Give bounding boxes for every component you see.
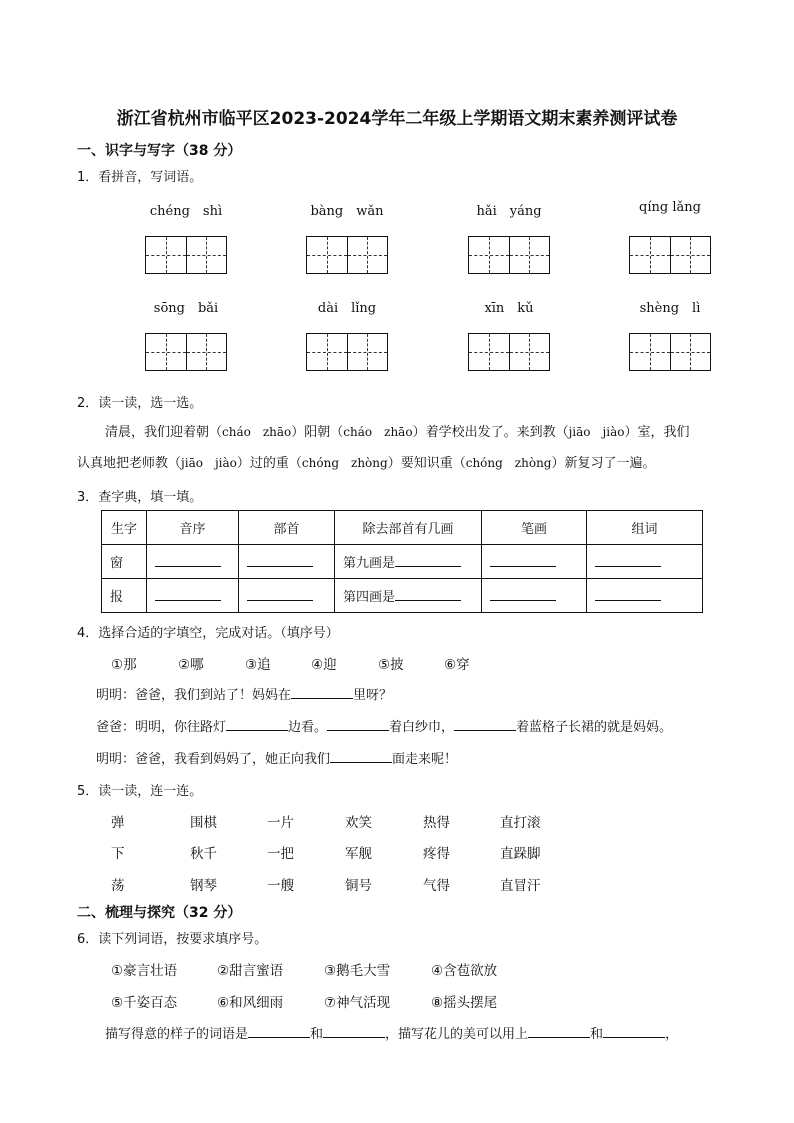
- prompt-text: 描写得意的样子的词语是: [105, 1027, 249, 1042]
- match-word[interactable]: 弹: [111, 815, 125, 831]
- answer-blank[interactable]: [454, 716, 516, 731]
- option-5: ⑤披: [378, 657, 404, 673]
- answer-cell[interactable]: [587, 545, 703, 579]
- answer-cell[interactable]: [147, 545, 239, 579]
- match-word[interactable]: 围棋: [190, 815, 217, 831]
- q2-text: 认真地把老师教（: [77, 456, 182, 471]
- pinyin-2: bàng wǎn: [310, 204, 384, 219]
- prompt-text: ，描写花儿的美可以用上: [385, 1027, 529, 1042]
- answer-blank[interactable]: [226, 716, 288, 731]
- dialogue-text: 明明：爸爸，我们到站了！妈妈在: [96, 688, 292, 703]
- answer-blank[interactable]: [248, 1023, 310, 1038]
- writing-grid-5[interactable]: [145, 333, 227, 371]
- idiom-option: ①豪言壮语: [111, 963, 178, 979]
- question-5-label: 5．读一读，连一连。: [77, 784, 203, 799]
- match-word[interactable]: 一艘: [267, 878, 294, 894]
- q2-text: ）过的重（: [236, 456, 302, 471]
- match-word[interactable]: 荡: [111, 878, 125, 894]
- match-word[interactable]: 下: [111, 846, 125, 862]
- writing-grid-6[interactable]: [306, 333, 388, 371]
- writing-grid-7[interactable]: [468, 333, 550, 371]
- idiom-option: ⑤千姿百态: [111, 995, 178, 1011]
- match-word[interactable]: 直打滚: [500, 815, 541, 831]
- dialogue-text: 着蓝格子长裙的就是妈妈。: [516, 720, 673, 735]
- match-word[interactable]: 欢笑: [345, 815, 372, 831]
- q2-text: ）室，我们: [624, 425, 690, 440]
- pinyin-7: xīn kǔ: [484, 301, 534, 316]
- match-word[interactable]: 直跺脚: [500, 846, 541, 862]
- pinyin-8: shèng lì: [639, 301, 701, 316]
- dialogue-text: 边看。: [288, 720, 328, 735]
- table-row: [102, 579, 703, 613]
- option-4: ④迎: [311, 657, 337, 673]
- match-word[interactable]: 疼得: [423, 846, 450, 862]
- header-cell: 部首: [239, 511, 335, 545]
- idiom-option: ③鹅毛大雪: [324, 963, 391, 979]
- idiom-option: ②甜言蜜语: [217, 963, 284, 979]
- q2-pinyin-choice[interactable]: cháo zhāo: [222, 425, 292, 439]
- char-cell: 窗: [102, 545, 147, 579]
- match-word[interactable]: 一把: [267, 846, 294, 862]
- answer-blank[interactable]: [323, 1023, 385, 1038]
- q2-pinyin-choice[interactable]: chóng zhòng: [301, 456, 388, 470]
- idiom-option: ⑥和风细雨: [217, 995, 284, 1011]
- q2-pinyin-choice[interactable]: cháo zhāo: [343, 425, 413, 439]
- header-cell: 音序: [147, 511, 239, 545]
- match-word[interactable]: 秋千: [190, 846, 217, 862]
- q2-pinyin-choice[interactable]: jiāo jiào: [181, 456, 237, 470]
- q2-text: ）要知识重（: [387, 456, 466, 471]
- option-3: ③追: [245, 657, 271, 673]
- q2-text: 清晨，我们迎着朝（: [105, 425, 223, 440]
- q2-text: ）新复习了一遍。: [551, 456, 656, 471]
- question-6-prompt: [105, 1023, 678, 1045]
- option-2: ②哪: [178, 657, 204, 673]
- idiom-option: ⑧摇头摆尾: [431, 995, 498, 1011]
- pinyin-1: chéng shì: [149, 204, 223, 219]
- match-word[interactable]: 热得: [423, 815, 450, 831]
- pinyin-4: qíng lǎng: [639, 200, 701, 215]
- q2-text: ）着学校出发了。来到教（: [412, 425, 569, 440]
- option-1: ①那: [111, 657, 137, 673]
- writing-grid-1[interactable]: [145, 236, 227, 274]
- dictionary-table: [101, 510, 703, 613]
- char-cell: 报: [102, 579, 147, 613]
- header-cell: 生字: [102, 511, 147, 545]
- stroke-prefix: 第四画是: [343, 590, 396, 605]
- question-4-label: 4．选择合适的字填空，完成对话。（填序号）: [77, 626, 339, 641]
- question-3-label: 3．查字典，填一填。: [77, 490, 203, 505]
- answer-blank[interactable]: [330, 748, 392, 763]
- answer-cell[interactable]: [239, 579, 335, 613]
- dialogue-line-2: [96, 716, 672, 738]
- section-heading-2: 二、梳理与探究（32 分）: [77, 905, 242, 921]
- page-title: 浙江省杭州市临平区2023-2024学年二年级上学期语文期末素养测评试卷: [116, 109, 678, 129]
- dialogue-text: 着白纱巾，: [389, 720, 455, 735]
- dialogue-line-3: [96, 748, 457, 770]
- dialogue-text: 面走来呢！: [392, 752, 458, 767]
- pinyin-6: dài lǐng: [317, 301, 377, 316]
- question-2-line-1: [105, 422, 689, 443]
- prompt-text: ，: [665, 1027, 679, 1042]
- question-6-label: 6．读下列词语，按要求填序号。: [77, 932, 268, 947]
- q2-text: ）阳朝（: [291, 425, 344, 440]
- idiom-option: ⑦神气活现: [324, 995, 391, 1011]
- answer-blank[interactable]: [291, 684, 353, 699]
- answer-cell[interactable]: [482, 579, 587, 613]
- section-heading-1: 一、识字与写字（38 分）: [77, 143, 242, 159]
- header-cell: 笔画: [482, 511, 587, 545]
- dialogue-text: 明明：爸爸，我看到妈妈了，她正向我们: [96, 752, 331, 767]
- prompt-text: 和: [310, 1027, 324, 1042]
- dialogue-line-1: [96, 684, 392, 706]
- pinyin-5: sōng bǎi: [153, 301, 219, 316]
- match-word[interactable]: 气得: [423, 878, 450, 894]
- header-cell: 组词: [587, 511, 703, 545]
- match-word[interactable]: 铜号: [345, 878, 372, 894]
- table-header-row: [102, 511, 703, 545]
- match-word[interactable]: 军舰: [345, 846, 372, 862]
- answer-cell[interactable]: [335, 545, 482, 579]
- match-word[interactable]: 直冒汗: [500, 878, 541, 894]
- q2-pinyin-choice[interactable]: chóng zhòng: [465, 456, 552, 470]
- answer-cell[interactable]: [335, 579, 482, 613]
- table-row: [102, 545, 703, 579]
- answer-cell[interactable]: [482, 545, 587, 579]
- q2-pinyin-choice[interactable]: jiāo jiào: [568, 425, 625, 439]
- header-cell: 除去部首有几画: [335, 511, 482, 545]
- answer-cell[interactable]: [147, 579, 239, 613]
- question-2-label: 2．读一读，选一选。: [77, 396, 203, 411]
- idiom-option: ④含苞欲放: [431, 963, 498, 979]
- pinyin-3: hǎi yáng: [476, 204, 542, 219]
- match-word[interactable]: 钢琴: [190, 878, 217, 894]
- question-2-line-2: [77, 453, 656, 474]
- prompt-text: 和: [590, 1027, 604, 1042]
- answer-cell[interactable]: [239, 545, 335, 579]
- question-1-label: 1．看拼音，写词语。: [77, 170, 203, 185]
- answer-blank[interactable]: [603, 1023, 665, 1038]
- answer-blank[interactable]: [528, 1023, 590, 1038]
- answer-blank[interactable]: [327, 716, 389, 731]
- answer-cell[interactable]: [587, 579, 703, 613]
- stroke-prefix: 第九画是: [343, 556, 396, 571]
- writing-grid-2[interactable]: [306, 236, 388, 274]
- dialogue-text: 里呀？: [353, 688, 393, 703]
- dialogue-text: 爸爸：明明，你往路灯: [96, 720, 227, 735]
- writing-grid-4[interactable]: [629, 236, 711, 274]
- writing-grid-8[interactable]: [629, 333, 711, 371]
- writing-grid-3[interactable]: [468, 236, 550, 274]
- match-word[interactable]: 一片: [267, 815, 294, 831]
- option-6: ⑥穿: [444, 657, 470, 673]
